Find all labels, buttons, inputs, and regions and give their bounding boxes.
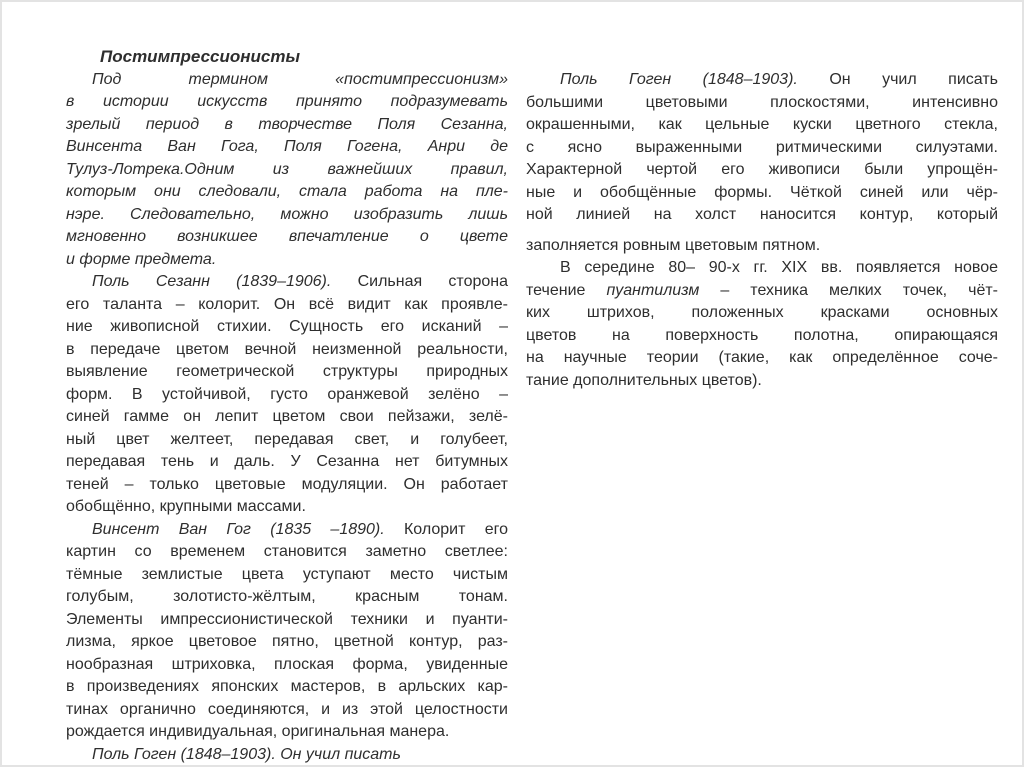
text-line: ный цвет желтеет, передавая свет, и голубеет,: [66, 430, 508, 448]
text-line: большими цветовыми плоскостями, интенсивно: [526, 93, 998, 111]
paragraph: [66, 69, 508, 272]
text-line: форм. В устойчивой, густо оранжевой зелёно –: [66, 385, 508, 403]
text-line: на научные теории (такие, как определённое соче-: [526, 349, 998, 366]
text-line: передавая тень и даль. У Сезанна нет битумных: [66, 453, 508, 470]
text-line: цветов на поверхность полотна, опирающаяся: [526, 326, 998, 344]
paragraph: [66, 271, 508, 519]
text-line: ные и обобщённые формы. Чёткой синей или чёр-: [526, 183, 998, 201]
text-line: ние живописной стихии. Сущность его исканий –: [66, 318, 508, 335]
text-segment: – техника мелких точек, чёт-: [699, 281, 998, 299]
text-line: В середине 80– 90-х гг. XIX вв. появляется новое: [560, 259, 998, 276]
text-line: с ясно выраженными ритмическими силуэтами.: [526, 138, 998, 156]
text-segment: Колорит его: [384, 520, 508, 538]
text-line: ной линией на холст наносится контур, который: [526, 206, 998, 223]
text-line: зрелый период в творчестве Поля Сезанна,: [66, 115, 508, 133]
text-line: тание дополнительных цветов).: [526, 371, 762, 389]
text-segment: Он учил писать: [797, 71, 998, 88]
paragraph: [526, 69, 998, 257]
text-line: теней – только цветовые модуляции. Он работает: [66, 475, 508, 493]
text-line: картин со временем становится заметно светлее:: [66, 543, 508, 560]
text-line: Поль Гоген (1848–1903). Он учил писать: [92, 745, 401, 763]
text-line: Характерной чертой его живописи были упрощён-: [526, 161, 998, 178]
text-line: голубым, золотисто-жёлтым, красным тонам.: [66, 588, 508, 605]
text-line: [526, 280, 998, 303]
text-line: тёмные землистые цвета уступают место чистым: [66, 565, 508, 583]
page-title: Постимпрессионисты: [100, 47, 300, 66]
text-line: выявление геометрической структуры природных: [66, 363, 508, 380]
text-segment: течение: [526, 281, 607, 299]
text-line: Под термином «постимпрессионизм»: [92, 70, 508, 88]
paragraph: [66, 519, 508, 744]
text-line: окрашенными, как цельные куски цветного стекла,: [526, 116, 998, 133]
text-line: мгновенно возникшее впечатление о цвете: [66, 228, 508, 245]
text-line: [526, 69, 998, 92]
artist-name-dates: Поль Гоген (1848–1903).: [560, 71, 798, 88]
text-line: Тулуз-Лотрека.Одним из важнейших правил,: [66, 160, 508, 178]
text-line: нэре. Следовательно, можно изобразить лишь: [66, 205, 508, 223]
text-line: Элементы импрессионистической техники и пуанти-: [66, 610, 508, 628]
text-line: и форме предмета.: [66, 250, 217, 268]
text-segment: Сильная сторона: [331, 273, 508, 290]
text-line: в произведениях японских мастеров, в арльских кар-: [66, 678, 508, 695]
text-line: в истории искусств принято подразумевать: [66, 93, 508, 110]
text-line: которым они следовали, стала работа на пле-: [66, 183, 508, 200]
text-line: в передаче цветом вечной неизменной реальности,: [66, 340, 508, 358]
text-line: рождается индивидуальная, оригинальная манера.: [66, 723, 450, 740]
artist-name-dates: Винсент Ван Гог (1835 –1890).: [92, 520, 385, 538]
text-line: его таланта – колорит. Он всё видит как проявле-: [66, 295, 508, 313]
artist-name-dates: Поль Сезанн (1839–1906).: [92, 273, 332, 290]
paragraph: [526, 257, 998, 392]
text-line: Винсента Ван Гога, Поля Гогена, Анри де: [66, 138, 508, 155]
right-column: [526, 69, 998, 392]
text-line: заполняется ровным цветовым пятном.: [526, 236, 821, 254]
artist-name-dates: пуантилизм: [606, 281, 700, 299]
text-line: ких штрихов, положенных красками основных: [526, 304, 998, 321]
clipped-text-line: [66, 744, 508, 763]
text-line: [66, 271, 508, 294]
text-line: обобщённо, крупными массами.: [66, 498, 306, 515]
text-line: синей гамме он лепит цветом свои пейзажи, зелё-: [66, 408, 508, 425]
text-line: лизма, яркое цветовое пятно, цветной контур, раз-: [66, 633, 508, 650]
left-column: [66, 46, 508, 763]
text-line: тинах органично соединяются, и из этой целостности: [66, 700, 508, 718]
text-line: [66, 519, 508, 542]
text-line: нообразная штриховка, плоская форма, увиденные: [66, 655, 508, 673]
